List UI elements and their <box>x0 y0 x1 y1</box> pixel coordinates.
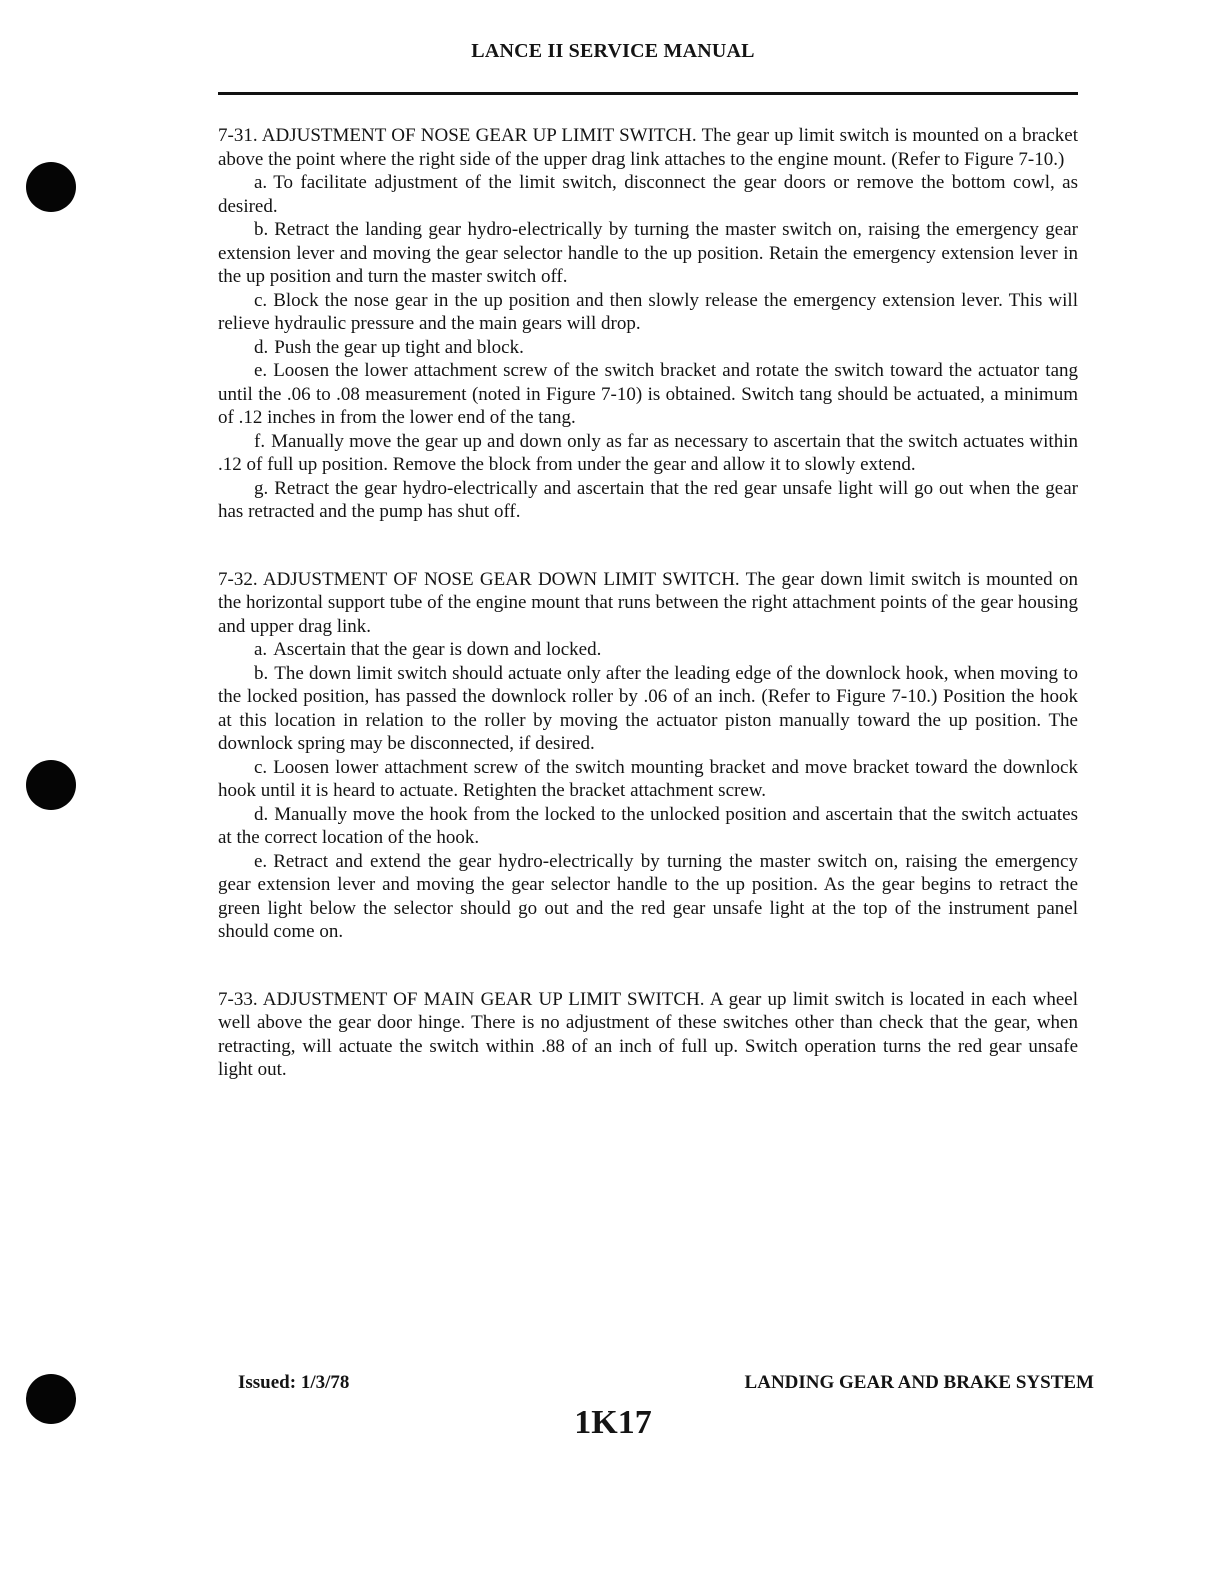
step-text: Retract the gear hydro-electrically and ascertain that the red gear unsafe light will go out when the gear has retracted and the pump has shut off. <box>218 477 1078 522</box>
section-intro: The gear up limit switch is mounted on a bracket above the point where the right side of the upper drag link attaches to the engine mount. (Refer to Figure 7-10.) <box>218 125 1078 170</box>
procedure-step <box>218 336 1078 360</box>
header-rule <box>218 92 1078 95</box>
step-letter: a. <box>254 172 268 193</box>
document-body <box>218 124 1078 1082</box>
step-letter: e. <box>254 850 268 872</box>
step-letter: b. <box>254 219 269 240</box>
step-text: Retract and extend the gear hydro-electrically by turning the master switch on, raising the emergency gear extension lever and moving the gear selector handle to the up position. As the gear begins to retract the green light below the selector should go out and the red gear unsafe light at the top of the instrument panel should come on. <box>218 850 1078 942</box>
procedure-step <box>218 638 1078 662</box>
step-text: Push the gear up tight and block. <box>274 336 524 358</box>
page-code: 1K17 <box>574 1404 652 1441</box>
section-heading: 7-31. ADJUSTMENT OF NOSE GEAR UP LIMIT SWITCH. <box>218 125 697 146</box>
procedure-step <box>218 850 1078 944</box>
step-text: Loosen the lower attachment screw of the switch bracket and rotate the switch toward the actuator tang until the .06 to .08 measurement (noted in Figure 7-10) is obtained. Switch tang should be actuated, a minimum of .12 inches in from the lower end of the tang. <box>218 360 1078 428</box>
step-letter: a. <box>254 639 268 660</box>
issued-date: Issued: 1/3/78 <box>238 1372 350 1393</box>
section-paragraph <box>218 124 1078 171</box>
step-text: Manually move the hook from the locked to the unlocked position and ascertain that the switch actuates at the correct location of the hook. <box>218 803 1078 848</box>
procedure-step <box>218 477 1078 524</box>
step-text: Block the nose gear in the up position and then slowly release the emergency extension lever. This will relieve hydraulic pressure and the main gears will drop. <box>218 289 1078 334</box>
step-letter: c. <box>254 756 268 778</box>
step-text: To facilitate adjustment of the limit switch, disconnect the gear doors or remove the bottom cowl, as desired. <box>218 172 1078 217</box>
section <box>218 124 1078 524</box>
step-text: Ascertain that the gear is down and locked. <box>273 639 602 660</box>
step-letter: d. <box>254 336 269 358</box>
section-heading: 7-32. ADJUSTMENT OF NOSE GEAR DOWN LIMIT SWITCH. <box>218 568 740 590</box>
procedure-step <box>218 171 1078 218</box>
procedure-step <box>218 359 1078 430</box>
procedure-step <box>218 289 1078 336</box>
step-letter: f. <box>254 430 266 452</box>
step-text: Retract the landing gear hydro-electrically by turning the master switch on, raising the emergency gear extension lever and moving the gear selector handle to the up position. Retain the emergency extension lever in the up position and turn the master switch off. <box>218 219 1078 287</box>
section-intro: The gear down limit switch is mounted on the horizontal support tube of the engine mount that runs between the right attachment points of the gear housing and upper drag link. <box>218 568 1078 637</box>
procedure-step <box>218 662 1078 756</box>
step-letter: g. <box>254 477 269 499</box>
procedure-step <box>218 756 1078 803</box>
step-letter: c. <box>254 289 268 311</box>
punch-hole <box>26 162 76 212</box>
section-paragraph <box>218 988 1078 1082</box>
procedure-step <box>218 803 1078 850</box>
section-intro: A gear up limit switch is located in each wheel well above the gear door hinge. There is no adjustment of these switches other than check that the gear, when retracting, will actuate the switch within .88 of an inch of full up. Switch operation turns the red gear unsafe light out. <box>218 988 1079 1080</box>
punch-hole <box>26 760 76 810</box>
step-letter: b. <box>254 662 269 684</box>
procedure-step <box>218 218 1078 289</box>
page-header-title: LANCE II SERVICE MANUAL <box>471 40 755 62</box>
step-letter: d. <box>254 803 269 825</box>
step-text: Loosen lower attachment screw of the switch mounting bracket and move bracket toward the downlock hook until it is heard to actuate. Retighten the bracket attachment screw. <box>218 756 1078 801</box>
section-paragraph <box>218 568 1078 639</box>
section-heading: 7-33. ADJUSTMENT OF MAIN GEAR UP LIMIT SWITCH. <box>218 988 705 1010</box>
procedure-step <box>218 430 1078 477</box>
footer-section-title: LANDING GEAR AND BRAKE SYSTEM <box>744 1372 1094 1393</box>
section <box>218 568 1078 944</box>
step-letter: e. <box>254 360 268 381</box>
section <box>218 988 1078 1082</box>
step-text: Manually move the gear up and down only as far as necessary to ascertain that the switch actuates within .12 of full up position. Remove the block from under the gear and allow it to slowly extend. <box>218 430 1078 475</box>
step-text: The down limit switch should actuate only after the leading edge of the downlock hook, when moving to the locked position, has passed the downlock roller by .06 of an inch. (Refer to Figure 7-10.) Position the hook at this location in relation to the roller by moving the actuator piston manually toward the up position. The downlock spring may be disconnected, if desired. <box>218 662 1078 754</box>
